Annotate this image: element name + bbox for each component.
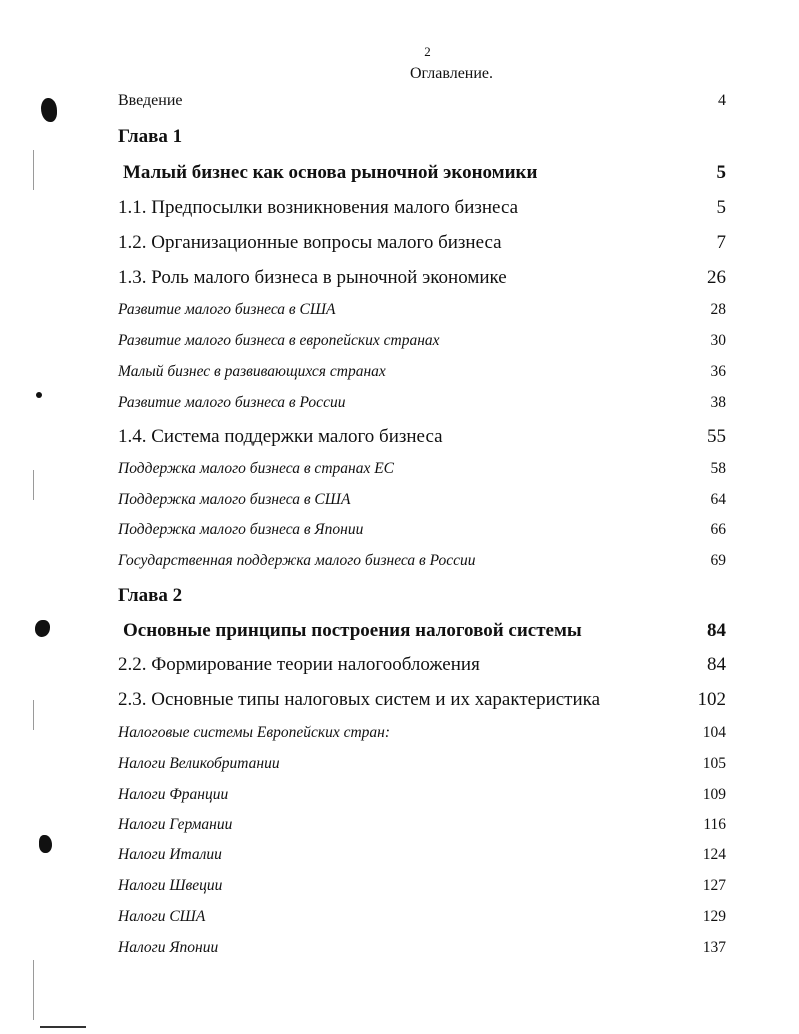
toc-entry-subsection bbox=[118, 908, 726, 926]
toc-entry-subsection bbox=[118, 394, 726, 412]
toc-entry-page: 102 bbox=[697, 689, 726, 710]
toc-entry-subsection bbox=[118, 491, 726, 509]
toc-entry-section bbox=[118, 654, 726, 676]
toc-entry-text: Поддержка малого бизнеса в США bbox=[118, 491, 351, 508]
toc-entry-page: 84 bbox=[707, 654, 726, 675]
toc-entry-page: 7 bbox=[716, 232, 726, 253]
toc-entry-subsection bbox=[118, 724, 726, 742]
toc-entry-subsection bbox=[118, 816, 726, 834]
toc-entry-page: 105 bbox=[702, 755, 726, 772]
page-number: 2 bbox=[424, 44, 431, 59]
toc-entry-subsection bbox=[118, 521, 726, 539]
toc-entry-text: Малый бизнес в развивающихся странах bbox=[118, 363, 386, 380]
toc-entry-section bbox=[118, 426, 726, 448]
toc-entry-subsection bbox=[118, 939, 726, 957]
toc-entry-page: 124 bbox=[702, 846, 726, 863]
toc-entry-page: 104 bbox=[702, 724, 726, 741]
toc-entry-text: Развитие малого бизнеса в европейских странах bbox=[118, 332, 440, 349]
toc-entry-subsection bbox=[118, 332, 726, 350]
scan-blot bbox=[41, 98, 57, 122]
toc-entry-text: Поддержка малого бизнеса в Японии bbox=[118, 521, 364, 538]
toc-entry-page: 137 bbox=[702, 939, 726, 956]
toc-entry-text: 1.3. Роль малого бизнеса в рыночной экономике bbox=[118, 267, 507, 288]
toc-entry-text: 1.1. Предпосылки возникновения малого бизнеса bbox=[118, 197, 519, 218]
toc-entry-chapter-title bbox=[123, 162, 726, 184]
toc-entry-text: Введение bbox=[118, 92, 183, 109]
toc-entry-text: 2.2. Формирование теории налогообложения bbox=[118, 654, 480, 675]
toc-entry-subsection bbox=[118, 363, 726, 381]
toc-entry-section bbox=[118, 197, 726, 219]
toc-entry-text: Поддержка малого бизнеса в странах ЕС bbox=[118, 460, 395, 477]
toc-entry-page: 84 bbox=[707, 620, 726, 641]
toc-entry-text: Налоги Японии bbox=[118, 939, 219, 956]
toc-entry-text: Налоги Германии bbox=[118, 816, 233, 833]
scan-blot bbox=[39, 835, 52, 853]
toc-entry-text: Развитие малого бизнеса в России bbox=[118, 394, 346, 411]
toc-entry-text: Налоги США bbox=[118, 908, 206, 925]
toc-entry-chapter bbox=[118, 585, 726, 607]
toc-entry-page: 5 bbox=[716, 197, 726, 218]
margin-line bbox=[33, 470, 34, 500]
toc-entry-page: 38 bbox=[710, 394, 726, 411]
toc-entry-subsection bbox=[118, 786, 726, 804]
scan-blot bbox=[35, 620, 50, 637]
scan-blot bbox=[36, 392, 42, 398]
toc-entry-subsection bbox=[118, 552, 726, 570]
toc-entry-text: Малый бизнес как основа рыночной экономики bbox=[123, 162, 538, 183]
toc-entry-page: 36 bbox=[710, 363, 726, 380]
toc-entry-text: 1.4. Система поддержки малого бизнеса bbox=[118, 426, 443, 447]
toc-entry-text: Налоговые системы Европейских стран: bbox=[118, 724, 391, 741]
toc-entry-text: 2.3. Основные типы налоговых систем и их характеристика bbox=[118, 689, 601, 710]
toc-entry-text: Государственная поддержка малого бизнеса в России bbox=[118, 552, 476, 569]
toc-entry-page: 28 bbox=[710, 301, 726, 318]
margin-line bbox=[33, 700, 34, 730]
toc-entry-text: Налоги Великобритании bbox=[118, 755, 280, 772]
toc-entry-text: Налоги Франции bbox=[118, 786, 229, 803]
toc-entry-intro bbox=[118, 92, 726, 110]
toc-entry-page: 109 bbox=[702, 786, 726, 803]
toc-entry-chapter bbox=[118, 126, 726, 148]
toc-entry-text: 1.2. Организационные вопросы малого бизнеса bbox=[118, 232, 502, 253]
toc-entry-page: 66 bbox=[710, 521, 726, 538]
margin-line bbox=[33, 150, 34, 190]
toc-entry-page: 5 bbox=[716, 162, 726, 183]
toc-entry-page: 129 bbox=[702, 908, 726, 925]
toc-entry-page: 4 bbox=[718, 92, 726, 109]
toc-entry-text: Глава 1 bbox=[118, 126, 183, 147]
toc-entry-subsection bbox=[118, 460, 726, 478]
toc-entry-page: 116 bbox=[703, 816, 726, 833]
toc-entry-text: Основные принципы построения налоговой системы bbox=[123, 620, 582, 641]
toc-entry-subsection bbox=[118, 301, 726, 319]
toc-entry-section bbox=[118, 689, 726, 711]
toc-entry-subsection bbox=[118, 877, 726, 895]
margin-line bbox=[33, 960, 34, 1020]
toc-entry-section bbox=[118, 232, 726, 254]
toc-entry-page: 30 bbox=[710, 332, 726, 349]
page-title: Оглавление. bbox=[409, 65, 494, 82]
toc-entry-chapter-title bbox=[123, 620, 726, 642]
toc-entry-text: Налоги Италии bbox=[118, 846, 222, 863]
toc-entry-page: 58 bbox=[710, 460, 726, 477]
toc-entry-subsection bbox=[118, 846, 726, 864]
toc-entry-text: Глава 2 bbox=[118, 585, 183, 606]
toc-entry-page: 64 bbox=[710, 491, 726, 508]
toc-entry-page: 69 bbox=[710, 552, 726, 569]
toc-entry-text: Развитие малого бизнеса в США bbox=[118, 301, 336, 318]
toc-entry-page: 26 bbox=[707, 267, 726, 288]
toc-entry-section bbox=[118, 267, 726, 289]
toc-entry-text: Налоги Швеции bbox=[118, 877, 223, 894]
bottom-line bbox=[40, 1026, 86, 1028]
toc-entry-page: 127 bbox=[702, 877, 726, 894]
toc-entry-page: 55 bbox=[707, 426, 726, 447]
toc-entry-subsection bbox=[118, 755, 726, 773]
